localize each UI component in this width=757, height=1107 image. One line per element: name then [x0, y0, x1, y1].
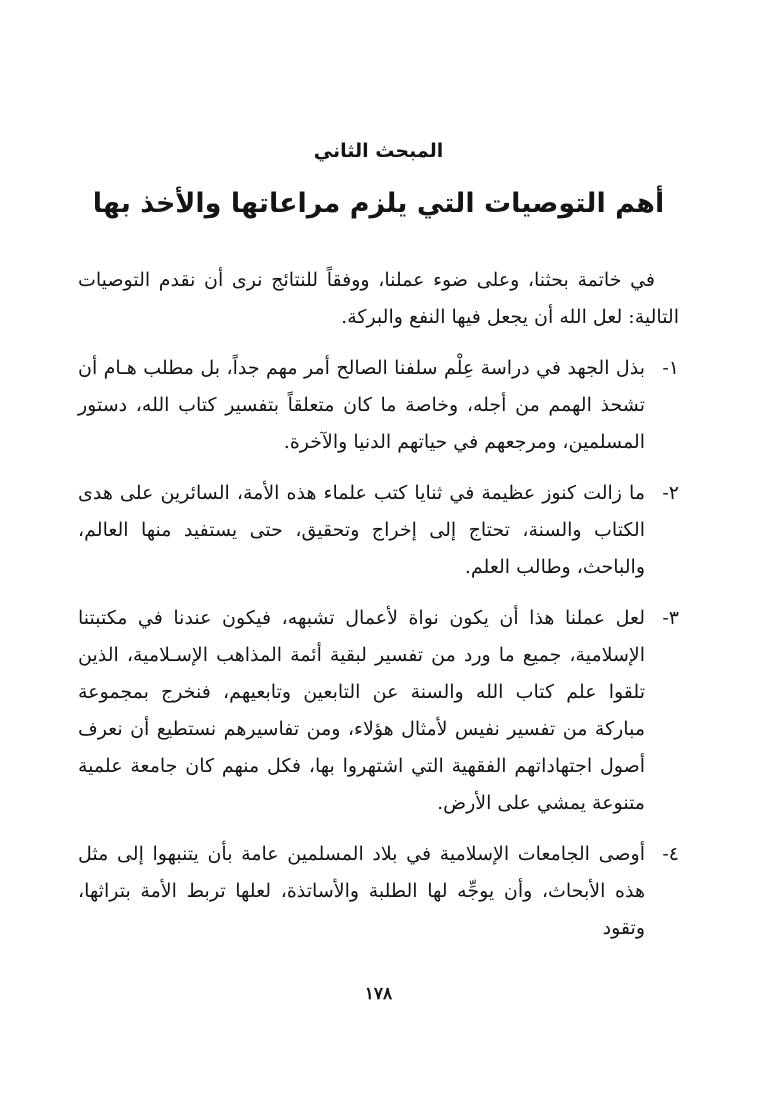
- page-number: ١٧٨: [364, 984, 393, 1004]
- item-number: ٤-: [662, 843, 679, 865]
- item-number: ١-: [662, 357, 679, 379]
- recommendation-item-1: [78, 350, 679, 461]
- item-text: ما زالت كنوز عظيمة في ثنايا كتب علماء هذه الأمة، السائرين على هدى الكتاب والسنة، تحتاج إلى إخراج وتحقيق، حتى يستفيد منها العالم، والباحث، وطالب العلم.: [78, 482, 645, 578]
- page-title: أهم التوصيات التي يلزم مراعاتها والأخذ بها: [92, 188, 665, 219]
- item-number: ٣-: [662, 607, 679, 629]
- item-text: أوصى الجامعات الإسلامية في بلاد المسلمين عامة بأن يتنبهوا إلى مثل هذه الأبحاث، وأن يوجِّه لها الطلبة والأساتذة، لعلها تربط الأمة بتراثها، وتقود: [78, 843, 645, 939]
- section-label: المبحث الثاني: [313, 140, 444, 162]
- recommendation-item-4: [78, 836, 679, 947]
- intro-paragraph: في خاتمة بحثنا، وعلى ضوء عملنا، ووفقاً للنتائج نرى أن نقدم التوصيات التالية: لعل الله أن يجعل فيها النفع والبركة.: [78, 269, 679, 328]
- item-number: ٢-: [662, 482, 679, 504]
- page-body: [78, 262, 679, 961]
- recommendation-item-2: [78, 475, 679, 586]
- item-text: بذل الجهد في دراسة عِلْم سلفنا الصالح أمر مهم جداً، بل مطلب هـام أن تشحذ الهمم من أجله، وخاصة ما كان متعلقاً بتفسير كتاب الله، دستور المسلمين، ومرجعهم في حياتهم الدنيا والآخرة.: [78, 357, 645, 453]
- recommendation-item-3: [78, 600, 679, 822]
- item-text: لعل عملنا هذا أن يكون نواة لأعمال تشبهه، فيكون عندنا في مكتبتنا الإسلامية، جميع ما ورد من تفسير لبقية أئمة المذاهب الإسـلامية، الذين تلقوا علم كتاب الله والسنة عن التابعين وتابعيهم، فنخرج بمجموعة مباركة من تفسير نفيس لأمثال هؤلاء، ومن تفاسيرهم نستطيع أن نعرف أصول اجتهاداتهم الفقهية التي اشتهروا بها، فكل منهم كان جامعة علمية متنوعة يمشي على الأرض.: [78, 607, 645, 814]
